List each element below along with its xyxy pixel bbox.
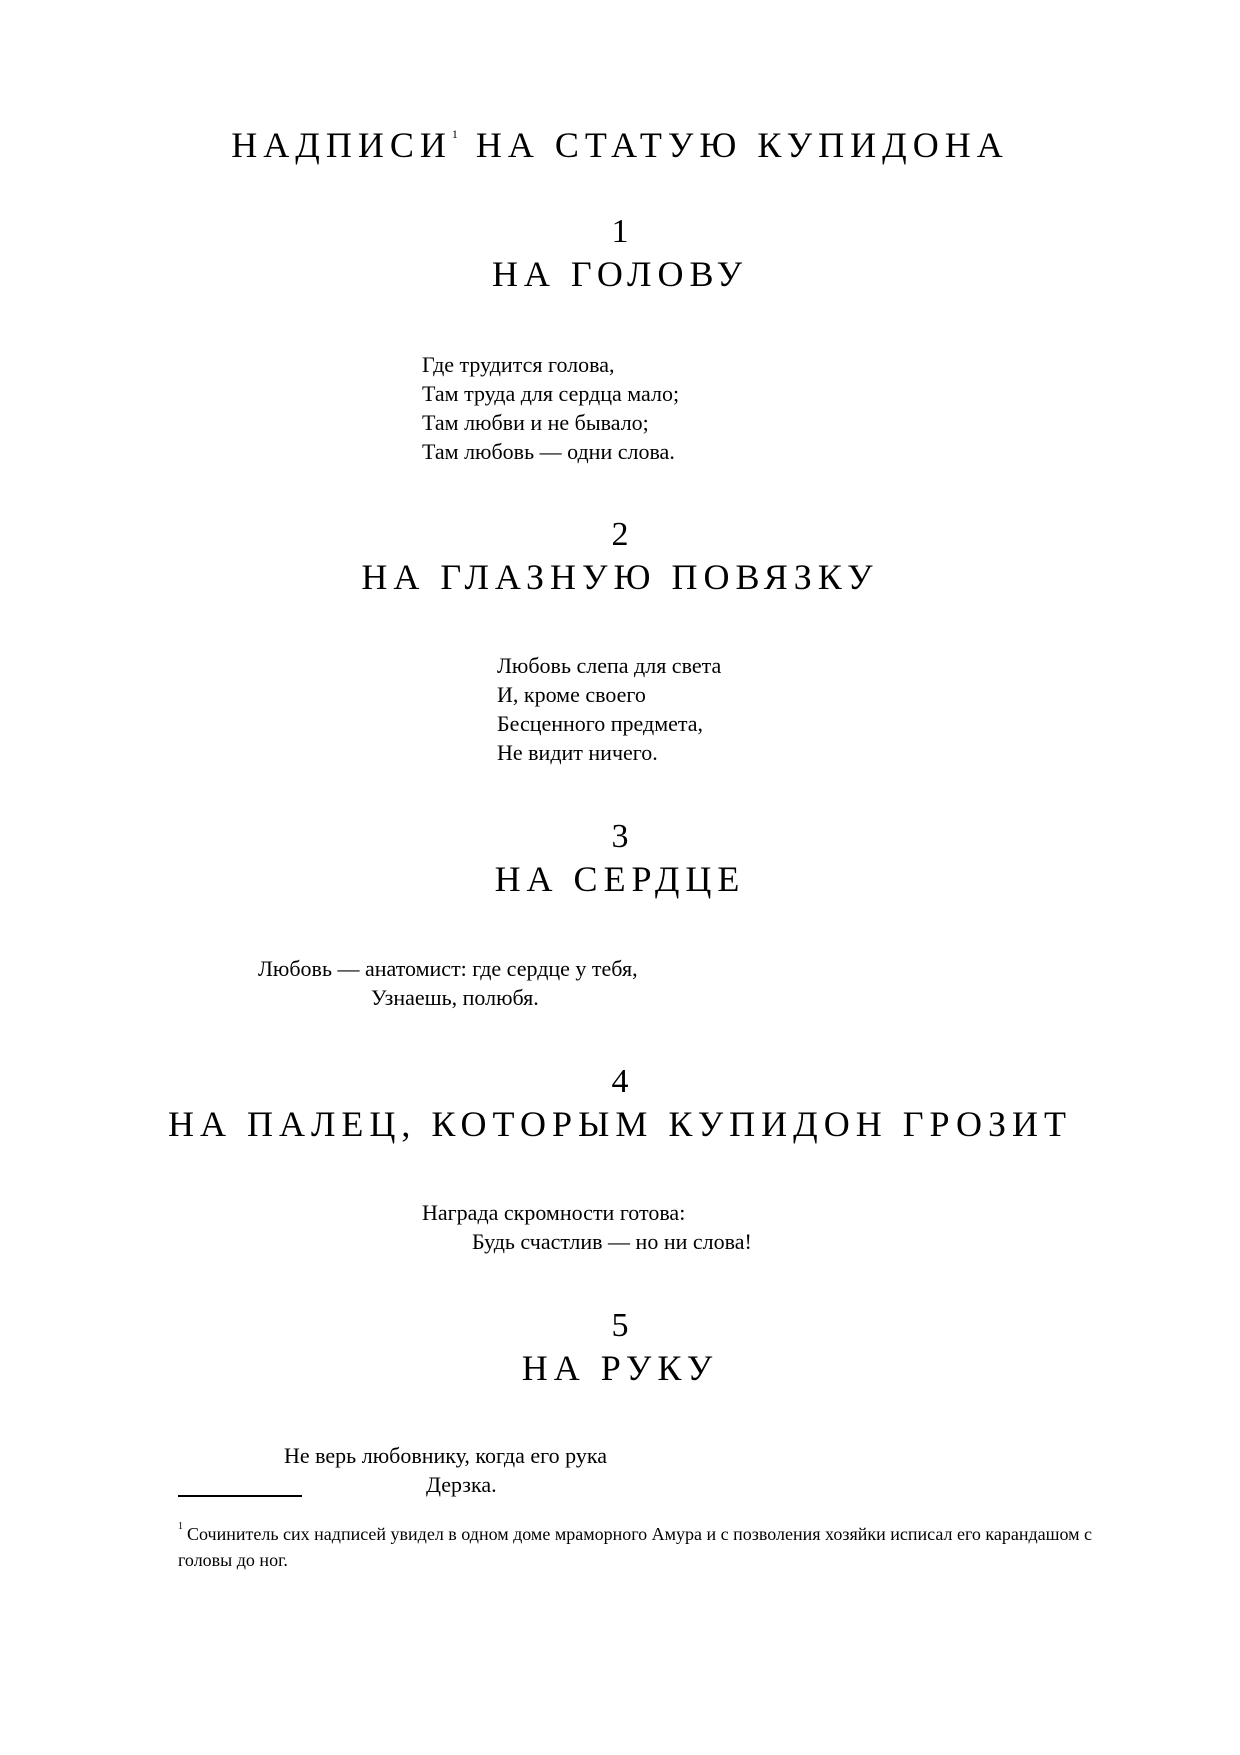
footnote-separator — [178, 1495, 302, 1497]
section-number: 3 — [611, 818, 629, 855]
footnote-mark: 1 — [178, 1521, 183, 1532]
verse — [497, 651, 721, 767]
verse-line: Там любовь — одни слова. — [422, 439, 675, 464]
verse-line: Любовь — анатомист: где сердце у тебя, — [258, 956, 638, 981]
verse-line: Любовь слепа для света — [497, 653, 722, 678]
section-heading: НА ГЛАЗНУЮ ПОВЯЗКУ — [361, 557, 879, 597]
verse — [422, 350, 679, 466]
verse-line: И, кроме своего — [497, 682, 646, 707]
section-number: 2 — [611, 516, 629, 553]
page-title — [0, 118, 1240, 167]
verse-line: Там любви и не бывало; — [422, 410, 649, 435]
section-number: 1 — [611, 213, 629, 250]
section-heading: НА СЕРДЦЕ — [494, 859, 746, 899]
verse-line: Не верь любовнику, когда его рука — [284, 1443, 607, 1468]
section-heading: НА ПАЛЕЦ, КОТОРЫМ КУПИДОН ГРОЗИТ — [167, 1104, 1073, 1144]
title-text: НАДПИСИ — [231, 125, 452, 165]
section-number: 5 — [611, 1307, 629, 1344]
verse-line: Не видит ничего. — [497, 740, 658, 765]
footnote-text: Сочинитель сих надписей увидел в одном доме мраморного Амура и с позволения хозяйки исписал его карандашом с головы до ног. — [178, 1524, 1093, 1570]
verse-line: Будь счастлив — но ни слова! — [472, 1229, 752, 1254]
section-number: 4 — [611, 1063, 629, 1100]
footnote-reference: 1 — [451, 127, 458, 141]
footnote — [178, 1518, 1118, 1573]
verse-line: Там труда для сердца мало; — [422, 381, 680, 406]
verse-line: Бесценного предмета, — [497, 711, 704, 736]
verse-line: Где трудится голова, — [422, 352, 615, 377]
verse-line: Узнаешь, полюбя. — [371, 985, 539, 1010]
section-heading: НА РУКУ — [521, 1348, 719, 1388]
title-rest: НА СТАТУЮ КУПИДОНА — [475, 125, 1009, 165]
section-heading: НА ГОЛОВУ — [491, 254, 749, 294]
verse — [284, 1441, 607, 1499]
verse — [258, 954, 638, 1012]
verse-line: Награда скромности готова: — [422, 1200, 686, 1225]
verse-line: Дерзка. — [426, 1472, 497, 1497]
verse — [422, 1198, 752, 1256]
